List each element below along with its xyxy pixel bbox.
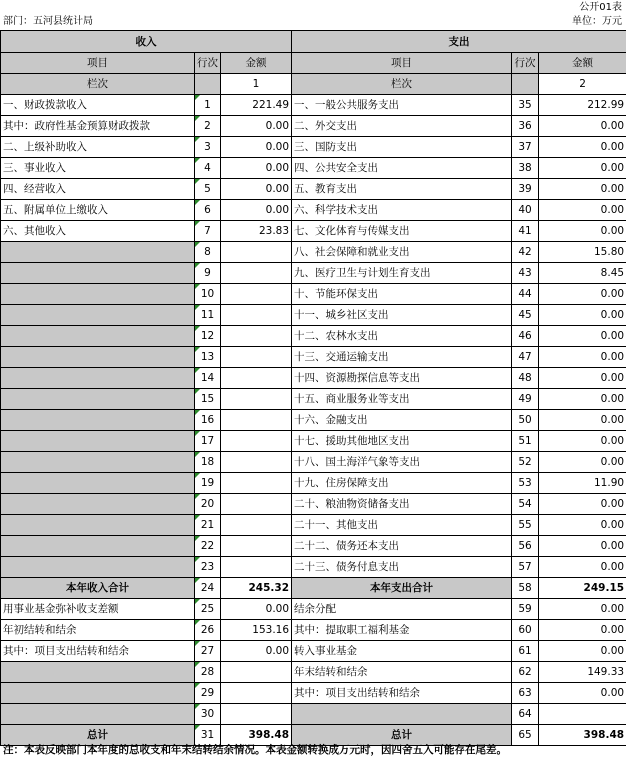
expense-amount: 0.00 <box>539 116 626 137</box>
table-row <box>1 305 626 326</box>
income-amount <box>221 263 292 284</box>
expense-item: 二十二、债务还本支出 <box>292 536 512 557</box>
unit-label: 单位：万元 <box>572 16 622 27</box>
table-row <box>1 599 626 620</box>
expense-item: 结余分配 <box>292 599 512 620</box>
expense-item: 十、节能环保支出 <box>292 284 512 305</box>
expense-amount: 398.48 <box>539 725 626 746</box>
income-line-no: 7 <box>195 221 221 242</box>
income-amount <box>221 473 292 494</box>
footnote: 注：本表反映部门本年度的总收支和年末结转结余情况。本表金额转换成万元时，因四舍五入可能存在尾差。 <box>3 744 507 756</box>
expense-line-no: 39 <box>512 179 539 200</box>
income-amount: 398.48 <box>221 725 292 746</box>
income-item <box>1 473 195 494</box>
income-item <box>1 305 195 326</box>
income-line-no: 22 <box>195 536 221 557</box>
table-row <box>1 179 626 200</box>
income-line-no: 31 <box>195 725 221 746</box>
income-amount <box>221 305 292 326</box>
expense-amount: 0.00 <box>539 200 626 221</box>
expense-amount: 0.00 <box>539 305 626 326</box>
expense-line-no: 37 <box>512 137 539 158</box>
table-row <box>1 620 626 641</box>
expense-line-no: 57 <box>512 557 539 578</box>
income-line-no: 2 <box>195 116 221 137</box>
expense-line-no: 59 <box>512 599 539 620</box>
income-amount: 0.00 <box>221 158 292 179</box>
expense-amount: 0.00 <box>539 641 626 662</box>
expense-item: 转入事业基金 <box>292 641 512 662</box>
expense-amount: 0.00 <box>539 494 626 515</box>
income-amount: 0.00 <box>221 599 292 620</box>
expense-item: 总计 <box>292 725 512 746</box>
expense-amount: 0.00 <box>539 515 626 536</box>
table-row <box>1 557 626 578</box>
income-col-index: 1 <box>221 74 292 95</box>
income-item: 年初结转和结余 <box>1 620 195 641</box>
table-row <box>1 704 626 725</box>
expense-line-no: 53 <box>512 473 539 494</box>
expense-amount-header: 金额 <box>539 53 626 74</box>
expense-item: 七、文化体育与传媒支出 <box>292 221 512 242</box>
table-row <box>1 683 626 704</box>
income-item <box>1 494 195 515</box>
expense-amount: 0.00 <box>539 179 626 200</box>
expense-item: 一、一般公共服务支出 <box>292 95 512 116</box>
income-amount <box>221 494 292 515</box>
expense-line-no: 48 <box>512 368 539 389</box>
table-row <box>1 410 626 431</box>
income-line-header: 行次 <box>195 53 221 74</box>
expense-item: 二十一、其他支出 <box>292 515 512 536</box>
expense-item: 十九、住房保障支出 <box>292 473 512 494</box>
income-amount: 0.00 <box>221 116 292 137</box>
table-row <box>1 662 626 683</box>
expense-amount: 8.45 <box>539 263 626 284</box>
income-item <box>1 662 195 683</box>
income-item: 其中：项目支出结转和结余 <box>1 641 195 662</box>
income-line-no: 13 <box>195 347 221 368</box>
expense-line-no: 47 <box>512 347 539 368</box>
income-line-no: 17 <box>195 431 221 452</box>
expense-lanci-blank <box>512 74 539 95</box>
income-line-no: 5 <box>195 179 221 200</box>
expense-line-no: 45 <box>512 305 539 326</box>
income-item <box>1 431 195 452</box>
income-item <box>1 263 195 284</box>
expense-item: 十六、金融支出 <box>292 410 512 431</box>
income-item <box>1 284 195 305</box>
expense-item: 四、公共安全支出 <box>292 158 512 179</box>
expense-amount: 0.00 <box>539 158 626 179</box>
income-line-no: 3 <box>195 137 221 158</box>
income-line-no: 11 <box>195 305 221 326</box>
income-line-no: 9 <box>195 263 221 284</box>
expense-amount: 0.00 <box>539 410 626 431</box>
table-row <box>1 347 626 368</box>
income-amount <box>221 557 292 578</box>
income-line-no: 1 <box>195 95 221 116</box>
income-amount <box>221 284 292 305</box>
income-lanci-blank <box>195 74 221 95</box>
income-line-no: 14 <box>195 368 221 389</box>
expense-item: 五、教育支出 <box>292 179 512 200</box>
income-line-no: 4 <box>195 158 221 179</box>
expense-item: 八、社会保障和就业支出 <box>292 242 512 263</box>
income-amount: 0.00 <box>221 641 292 662</box>
meta-row <box>0 15 626 29</box>
table-row <box>1 473 626 494</box>
table-row <box>1 326 626 347</box>
expense-amount: 212.99 <box>539 95 626 116</box>
income-amount: 0.00 <box>221 179 292 200</box>
expense-line-no: 46 <box>512 326 539 347</box>
income-item <box>1 557 195 578</box>
income-item: 本年收入合计 <box>1 578 195 599</box>
table-row <box>1 116 626 137</box>
table-row <box>1 452 626 473</box>
income-line-no: 26 <box>195 620 221 641</box>
expense-line-no: 41 <box>512 221 539 242</box>
income-amount: 0.00 <box>221 137 292 158</box>
income-amount: 221.49 <box>221 95 292 116</box>
income-amount <box>221 704 292 725</box>
income-line-no: 28 <box>195 662 221 683</box>
expense-line-no: 43 <box>512 263 539 284</box>
income-item: 总计 <box>1 725 195 746</box>
income-item <box>1 452 195 473</box>
table-row <box>1 95 626 116</box>
expense-line-no: 50 <box>512 410 539 431</box>
expense-amount: 0.00 <box>539 389 626 410</box>
income-section-header: 收入 <box>1 31 292 53</box>
expense-item: 二十三、债务付息支出 <box>292 557 512 578</box>
expense-item: 二十、粮油物资储备支出 <box>292 494 512 515</box>
income-amount: 245.32 <box>221 578 292 599</box>
expense-line-no: 38 <box>512 158 539 179</box>
income-line-no: 10 <box>195 284 221 305</box>
income-item <box>1 368 195 389</box>
form-number: 公开01表 <box>579 2 622 13</box>
income-amount <box>221 683 292 704</box>
income-item: 用事业基金弥补收支差额 <box>1 599 195 620</box>
expense-amount: 0.00 <box>539 431 626 452</box>
section-header-row <box>1 31 626 53</box>
expense-item: 十一、城乡社区支出 <box>292 305 512 326</box>
income-line-no: 18 <box>195 452 221 473</box>
income-amount <box>221 389 292 410</box>
table-row <box>1 536 626 557</box>
expense-col-index: 2 <box>539 74 626 95</box>
expense-line-header: 行次 <box>512 53 539 74</box>
expense-amount: 149.33 <box>539 662 626 683</box>
expense-line-no: 40 <box>512 200 539 221</box>
table-row <box>1 389 626 410</box>
income-line-no: 19 <box>195 473 221 494</box>
income-amount: 23.83 <box>221 221 292 242</box>
income-amount <box>221 326 292 347</box>
expense-line-no: 60 <box>512 620 539 641</box>
expense-amount: 0.00 <box>539 326 626 347</box>
income-line-no: 16 <box>195 410 221 431</box>
table-row <box>1 284 626 305</box>
expense-line-no: 42 <box>512 242 539 263</box>
expense-line-no: 36 <box>512 116 539 137</box>
income-amount <box>221 662 292 683</box>
income-amount: 0.00 <box>221 200 292 221</box>
expense-line-no: 62 <box>512 662 539 683</box>
table-row <box>1 221 626 242</box>
expense-item: 十五、商业服务业等支出 <box>292 389 512 410</box>
expense-lanci-label: 栏次 <box>292 74 512 95</box>
expense-line-no: 64 <box>512 704 539 725</box>
income-item <box>1 242 195 263</box>
income-line-no: 23 <box>195 557 221 578</box>
expense-amount: 0.00 <box>539 620 626 641</box>
table-row <box>1 515 626 536</box>
expense-item: 十四、资源勘探信息等支出 <box>292 368 512 389</box>
department-label: 部门：五河县统计局 <box>3 16 93 27</box>
expense-amount: 0.00 <box>539 536 626 557</box>
income-item-header: 项目 <box>1 53 195 74</box>
expense-amount: 0.00 <box>539 368 626 389</box>
table-row <box>1 242 626 263</box>
column-header-row <box>1 53 626 74</box>
income-item <box>1 326 195 347</box>
income-amount <box>221 536 292 557</box>
income-item <box>1 536 195 557</box>
expense-line-no: 63 <box>512 683 539 704</box>
expense-item: 其中：提取职工福利基金 <box>292 620 512 641</box>
expense-item: 十二、农林水支出 <box>292 326 512 347</box>
expense-amount: 11.90 <box>539 473 626 494</box>
expense-line-no: 52 <box>512 452 539 473</box>
expense-item: 十八、国土海洋气象等支出 <box>292 452 512 473</box>
income-line-no: 20 <box>195 494 221 515</box>
income-amount <box>221 242 292 263</box>
income-amount <box>221 431 292 452</box>
income-item <box>1 515 195 536</box>
income-item: 其中：政府性基金预算财政拨款 <box>1 116 195 137</box>
expense-amount: 0.00 <box>539 221 626 242</box>
income-line-no: 25 <box>195 599 221 620</box>
income-amount <box>221 410 292 431</box>
income-item: 四、经营收入 <box>1 179 195 200</box>
form-number-row <box>0 1 626 15</box>
expense-item: 二、外交支出 <box>292 116 512 137</box>
table-row <box>1 578 626 599</box>
expense-section-header: 支出 <box>292 31 626 53</box>
expense-line-no: 44 <box>512 284 539 305</box>
expense-line-no: 58 <box>512 578 539 599</box>
table-row <box>1 200 626 221</box>
income-line-no: 8 <box>195 242 221 263</box>
income-line-no: 15 <box>195 389 221 410</box>
table-row <box>1 368 626 389</box>
expense-item: 其中：项目支出结转和结余 <box>292 683 512 704</box>
income-item: 二、上级补助收入 <box>1 137 195 158</box>
expense-line-no: 35 <box>512 95 539 116</box>
table-row <box>1 641 626 662</box>
expense-item: 九、医疗卫生与计划生育支出 <box>292 263 512 284</box>
expense-item: 十七、援助其他地区支出 <box>292 431 512 452</box>
income-line-no: 30 <box>195 704 221 725</box>
expense-item: 十三、交通运输支出 <box>292 347 512 368</box>
income-amount <box>221 347 292 368</box>
expense-item-header: 项目 <box>292 53 512 74</box>
expense-item <box>292 704 512 725</box>
income-amount-header: 金额 <box>221 53 292 74</box>
expense-amount: 0.00 <box>539 599 626 620</box>
table-row <box>1 431 626 452</box>
income-item: 三、事业收入 <box>1 158 195 179</box>
expense-line-no: 55 <box>512 515 539 536</box>
income-amount <box>221 515 292 536</box>
income-item: 一、财政拨款收入 <box>1 95 195 116</box>
income-line-no: 21 <box>195 515 221 536</box>
expense-item: 三、国防支出 <box>292 137 512 158</box>
expense-amount: 15.80 <box>539 242 626 263</box>
income-line-no: 27 <box>195 641 221 662</box>
expense-line-no: 61 <box>512 641 539 662</box>
table-row <box>1 137 626 158</box>
expense-amount: 0.00 <box>539 347 626 368</box>
income-line-no: 6 <box>195 200 221 221</box>
table-row <box>1 494 626 515</box>
expense-item: 本年支出合计 <box>292 578 512 599</box>
income-item <box>1 410 195 431</box>
expense-amount: 0.00 <box>539 452 626 473</box>
income-item <box>1 704 195 725</box>
income-item <box>1 683 195 704</box>
income-item <box>1 389 195 410</box>
income-line-no: 24 <box>195 578 221 599</box>
expense-amount: 0.00 <box>539 284 626 305</box>
expense-item: 六、科学技术支出 <box>292 200 512 221</box>
income-amount <box>221 368 292 389</box>
expense-amount: 0.00 <box>539 683 626 704</box>
expense-amount: 249.15 <box>539 578 626 599</box>
income-item <box>1 347 195 368</box>
income-amount: 153.16 <box>221 620 292 641</box>
income-expense-table <box>0 30 626 746</box>
expense-amount: 0.00 <box>539 137 626 158</box>
income-line-no: 12 <box>195 326 221 347</box>
expense-item: 年末结转和结余 <box>292 662 512 683</box>
income-item: 五、附属单位上缴收入 <box>1 200 195 221</box>
income-lanci-label: 栏次 <box>1 74 195 95</box>
expense-line-no: 65 <box>512 725 539 746</box>
column-index-row <box>1 74 626 95</box>
income-item: 六、其他收入 <box>1 221 195 242</box>
income-line-no: 29 <box>195 683 221 704</box>
income-amount <box>221 452 292 473</box>
expense-amount: 0.00 <box>539 557 626 578</box>
expense-line-no: 49 <box>512 389 539 410</box>
expense-line-no: 56 <box>512 536 539 557</box>
table-row <box>1 263 626 284</box>
table-row <box>1 158 626 179</box>
expense-line-no: 54 <box>512 494 539 515</box>
expense-amount <box>539 704 626 725</box>
expense-line-no: 51 <box>512 431 539 452</box>
